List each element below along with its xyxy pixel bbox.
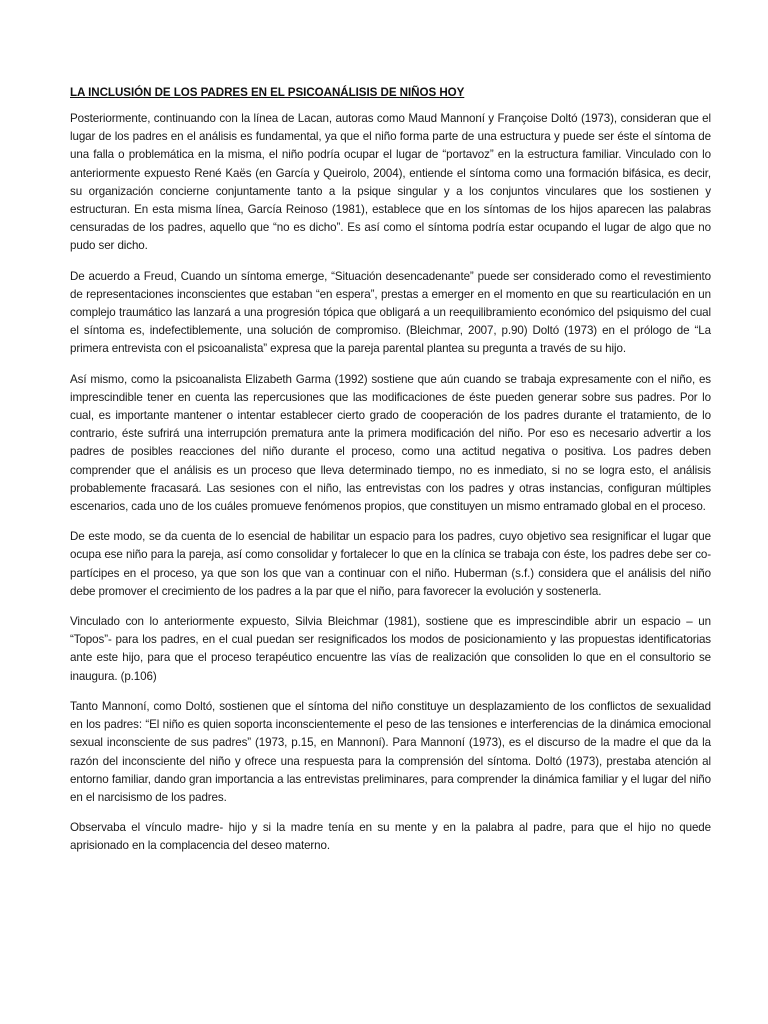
paragraph: Tanto Mannoní, como Doltó, sostienen que el síntoma del niño constituye un desplazamiento de los conflictos de sexualidad en los padres: “El niño es quien soporta inconscientemente el peso de las tensiones e interferencias de la dinámica emocional sexual inconsciente de sus padres” (1973, p.15, en Mannoní). Para Mannoní (1973), es el discurso de la madre el que da la razón del inconsciente del niño y ofrece una respuesta para la comprensión del síntoma. Doltó (1973), prestaba atención al entorno familiar, dando gran importancia a las entrevistas preliminares, para comprender la dinámica familiar y el lugar del niño en el narcisismo de los padres. [70, 699, 711, 804]
paragraph: Vinculado con lo anteriormente expuesto, Silvia Bleichmar (1981), sostiene que es imprescindible abrir un espacio – un “Topos”- para los padres, en el cual puedan ser resignificados los modos de posicionamiento y las propuestas identificatorias ante este hijo, para que el proceso terapéutico encuentre las vías de realización que consoliden lo que en el consultorio se inaugura. (p.106) [70, 615, 711, 683]
paragraph: De acuerdo a Freud, Cuando un síntoma emerge, “Situación desencadenante” puede ser considerado como el revestimiento de representaciones inconscientes que estaban “en espera”, prestas a emerger en el momento en que su rearticulación en un complejo traumático las lanzará a una progresión tópica que obligará a un reequilibramiento económico del psiquismo del cual el síntoma es, indefectiblemente, una solución de compromiso. (Bleichmar, 2007, p.90) Doltó (1973) en el prólogo de “La primera entrevista con el psicoanalista” expresa que la pareja parental plantea su pregunta a través de su hijo. [70, 269, 711, 356]
paragraph: De este modo, se da cuenta de lo esencial de habilitar un espacio para los padres, cuyo objetivo sea resignificar el lugar que ocupa ese niño para la pareja, así como consolidar y fortalecer lo que en la clínica se trabaja con éste, los padres debe ser co-partícipes en el proceso, ya que son los que van a continuar con el niño. Huberman (s.f.) considera que el análisis del niño debe promover el crecimiento de los padres a la par que el niño, para favorecer la evolución y sostenerla. [70, 530, 711, 598]
document-title: LA INCLUSIÓN DE LOS PADRES EN EL PSICOANÁLISIS DE NIÑOS HOY [70, 86, 465, 99]
paragraph: Posteriormente, continuando con la línea de Lacan, autoras como Maud Mannoní y Françoise Doltó (1973), consideran que el lugar de los padres en el análisis es fundamental, ya que el niño forma parte de una estructura y puede ser éste el síntoma de una falla o problemática en la misma, el niño podría ocupar el lugar de “portavoz” en la estructura familiar. Vinculado con lo anteriormente expuesto René Kaës (en García y Queirolo, 2004), entiende el síntoma como una formación bifásica, es decir, su organización concierne conjuntamente tanto a la psique singular y a los conjuntos vinculares que los sostienen y estructuran. En esta misma línea, García Reinoso (1981), establece que en los síntomas de los hijos aparecen las palabras censuradas de los padres, aquello que “no es dicho”. Es así como el síntoma podría estar ocupando el lugar de algo que no pudo ser dicho. [70, 112, 711, 253]
paragraph: Así mismo, como la psicoanalista Elizabeth Garma (1992) sostiene que aún cuando se trabaja expresamente con el niño, es imprescindible tener en cuenta las repercusiones que las modificaciones de éste pueden generar sobre sus padres. Por lo cual, es importante mantener o intentar establecer cierto grado de cooperación de los padres durante el tratamiento, de lo contrario, éste sufrirá una interrupción prematura ante la primera modificación del niño. Por eso es necesario advertir a los padres de posibles reacciones del niño durante el proceso, como una actitud negativa o positiva. Los padres deben comprender que el análisis es un proceso que lleva determinado tiempo, no es inmediato, si no se logra esto, el análisis probablemente fracasará. Las sesiones con el niño, las entrevistas con los padres y otras instancias, configuran múltiples escenarios, cada uno de los cuáles promueve fenómenos propios, que constituyen un mismo entramado global en el proceso. [70, 372, 711, 514]
paragraph: Observaba el vínculo madre- hijo y si la madre tenía en su mente y en la palabra al padre, para que el hijo no quede aprisionado en la complacencia del deseo materno. [70, 821, 711, 853]
